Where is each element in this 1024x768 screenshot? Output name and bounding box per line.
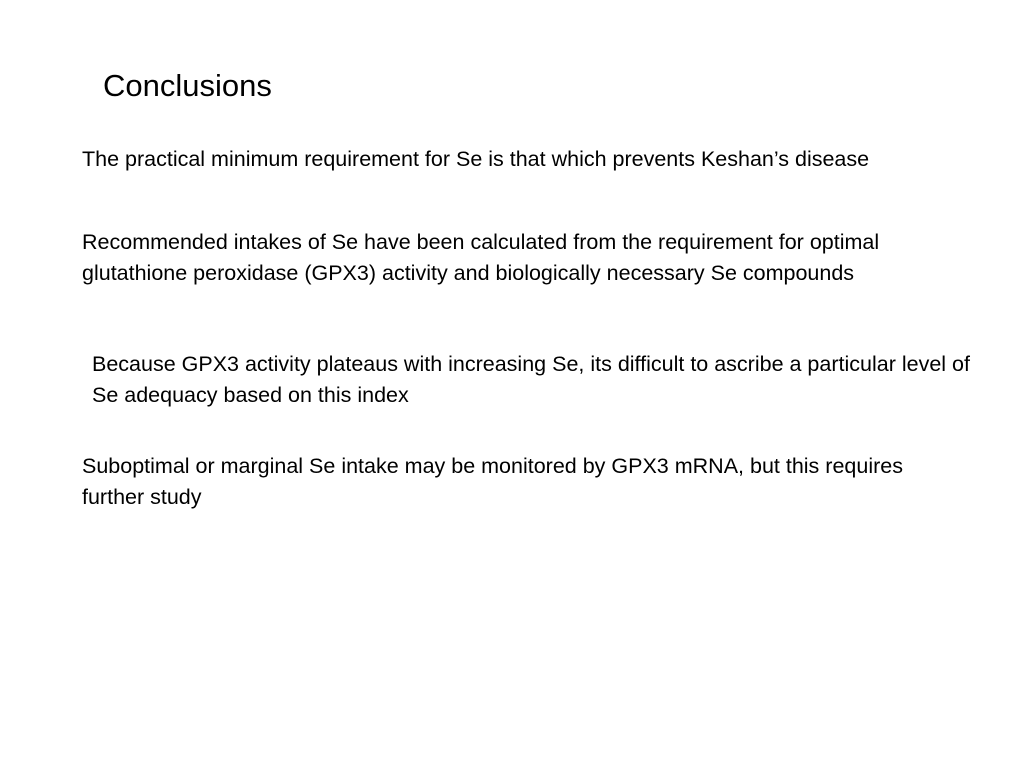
paragraph-keshan-disease: The practical minimum requirement for Se is that which prevents Keshan’s disease	[82, 147, 870, 171]
paragraph-gpx3-plateau: Because GPX3 activity plateaus with increasing Se, its difficult to ascribe a particular level of Se adequacy based on this index	[92, 352, 970, 407]
slide-title: Conclusions	[103, 68, 272, 103]
paragraph-suboptimal-intake: Suboptimal or marginal Se intake may be monitored by GPX3 mRNA, but this requires further study	[82, 454, 903, 509]
paragraph-recommended-intakes: Recommended intakes of Se have been calculated from the requirement for optimal glutathione peroxidase (GPX3) activity and biologically necessary Se compounds	[82, 230, 880, 285]
